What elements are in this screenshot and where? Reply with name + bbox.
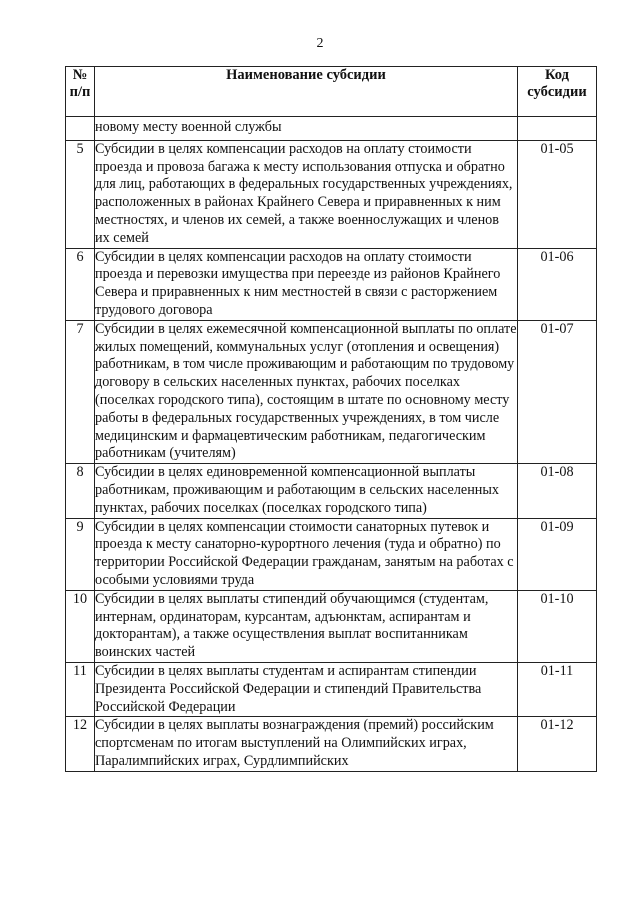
row-subsidy-name: Субсидии в целях ежемесячной компенсационной выплаты по оплате жилых помещений, коммунальных услуг (отопления и освещения) работникам, в том числе проживающим и работающим по трудовому договору в сельских населенных пунктах, рабочих поселках (поселках городского типа), состоящим в штате по основному месту работы в федеральных государственных учреждениях, в том числе медицинским и фармацевтическим работникам, педагогическим работникам (учителям) — [95, 320, 518, 463]
table-header-row — [66, 67, 597, 117]
row-number — [66, 117, 95, 141]
row-subsidy-code: 01-11 — [518, 662, 597, 716]
row-number: 12 — [66, 717, 95, 771]
row-subsidy-name: Субсидии в целях компенсации расходов на оплату стоимости проезда и провоза багажа к месту использования отпуска и обратно для лиц, работающих в федеральных государственных учреждениях, расположенных в районах Крайнего Севера и приравненных к ним местностях, и членов их семей, а также военнослужащих и членов их семей — [95, 140, 518, 248]
table-row — [66, 140, 597, 248]
table-row — [66, 320, 597, 463]
row-subsidy-code: 01-05 — [518, 140, 597, 248]
row-number: 7 — [66, 320, 95, 463]
table-row — [66, 518, 597, 590]
subsidies-table — [65, 66, 597, 772]
row-number: 11 — [66, 662, 95, 716]
row-number: 8 — [66, 464, 95, 518]
row-subsidy-name: новому месту военной службы — [95, 117, 518, 141]
row-subsidy-name: Субсидии в целях выплаты вознаграждения (премий) российским спортсменам по итогам выступлений на Олимпийских играх, Паралимпийских играх, Сурдлимпийских — [95, 717, 518, 771]
page-number: 2 — [316, 36, 324, 51]
table-row — [66, 717, 597, 771]
row-number: 10 — [66, 590, 95, 662]
row-subsidy-name: Субсидии в целях выплаты стипендий обучающимся (студентам, интернам, ординаторам, курсантам, адъюнктам, аспирантам и докторантам), а также осуществления выплат воспитанникам воинских частей — [95, 590, 518, 662]
header-subsidy-name: Наименование субсидии — [95, 67, 518, 117]
table-row — [66, 464, 597, 518]
row-subsidy-name: Субсидии в целях единовременной компенсационной выплаты работникам, проживающим и работающим в сельских населенных пунктах, рабочих поселках (поселках городского типа) — [95, 464, 518, 518]
table-row — [66, 590, 597, 662]
header-subsidy-code: Код субсидии — [518, 67, 597, 117]
row-number: 9 — [66, 518, 95, 590]
row-subsidy-name: Субсидии в целях компенсации стоимости санаторных путевок и проезда к месту санаторно-курортного лечения (туда и обратно) по территории Российской Федерации гражданам, занятым на работах с особыми условиями труда — [95, 518, 518, 590]
row-subsidy-code: 01-07 — [518, 320, 597, 463]
row-subsidy-code: 01-08 — [518, 464, 597, 518]
row-number: 5 — [66, 140, 95, 248]
table-row-continuation — [66, 117, 597, 141]
row-subsidy-code: 01-12 — [518, 717, 597, 771]
row-subsidy-name: Субсидии в целях выплаты студентам и аспирантам стипендии Президента Российской Федерации и стипендий Правительства Российской Федерации — [95, 662, 518, 716]
row-subsidy-code: 01-10 — [518, 590, 597, 662]
header-number: № п/п — [66, 67, 95, 117]
row-number: 6 — [66, 248, 95, 320]
row-subsidy-code — [518, 117, 597, 141]
row-subsidy-code: 01-06 — [518, 248, 597, 320]
row-subsidy-name: Субсидии в целях компенсации расходов на оплату стоимости проезда и перевозки имущества при переезде из районов Крайнего Севера и приравненных к ним местностей в связи с расторжением трудового договора — [95, 248, 518, 320]
table-row — [66, 248, 597, 320]
row-subsidy-code: 01-09 — [518, 518, 597, 590]
table-row — [66, 662, 597, 716]
